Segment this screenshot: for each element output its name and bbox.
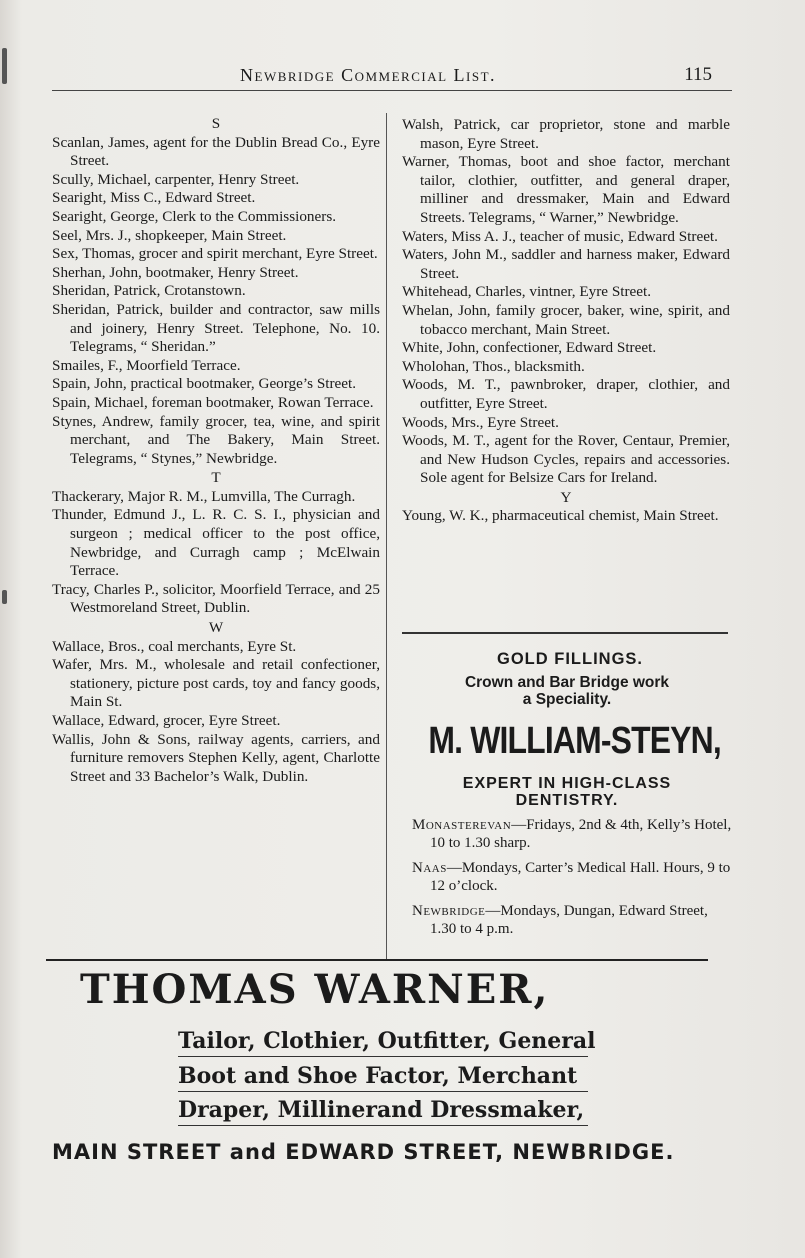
binding-mark [2,48,7,84]
ad-schedule [402,817,732,938]
directory-entry: Wafer, Mrs. M., wholesale and retail confectioner, stationery, picture post cards, toy and fancy goods, Main St. [52,656,380,711]
schedule-place: Newbridge [412,903,486,919]
ad-subline-1: Crown and Bar Bridge work [464,674,670,691]
directory-entry: Whelan, John, family grocer, baker, wine, spirit, and tobacco merchant, Main Street. [402,301,730,338]
directory-entry: Thackerary, Major R. M., Lumvilla, The Curragh. [52,487,356,505]
warner-line-1: Tailor, Clothier, Outfitter, General [178,1026,588,1057]
warner-address: MAIN STREET and EDWARD STREET, NEWBRIDGE. [52,1140,675,1164]
right-column [402,116,730,526]
section-letter: T [211,469,221,487]
directory-entry: Wallis, John & Sons, railway agents, carriers, and furniture removers Stephen Kelly, agent, Charlotte Street and 33 Bachelor’s Walk, Dublin. [52,730,380,785]
warner-line-2: Boot and Shoe Factor, Merchant [178,1061,588,1092]
warner-name: THOMAS WARNER, [80,966,550,1013]
directory-entry: Stynes, Andrew, family grocer, tea, wine, and spirit merchant, and The Bakery, Main Street. Telegrams, “ Stynes,” Newbridge. [52,412,380,467]
directory-entry: Sex, Thomas, grocer and spirit merchant, Eyre Street. [52,245,378,263]
ad-expertise-2: DENTISTRY. [515,792,619,809]
directory-entry: Tracy, Charles P., solicitor, Moorfield Terrace, and 25 Westmoreland Street, Dublin. [52,580,380,617]
ad-expertise [402,775,732,809]
directory-entry: Scanlan, James, agent for the Dublin Bread Co., Eyre Street. [52,133,380,170]
ad-headline: GOLD FILLINGS. [497,650,643,668]
directory-entry: Wholohan, Thos., blacksmith. [402,357,585,375]
warner-line-3: Draper, Millinerand Dressmaker, [178,1095,588,1126]
directory-entry: Sheridan, Patrick, builder and contractor, saw mills and joinery, Henry Street. Telephone, No. 10. Telegrams, “ Sheridan.” [52,300,380,356]
dentist-advertisement [402,650,732,938]
schedule-details: —Fridays, 2nd & 4th, Kelly’s Hotel, 10 to 1.30 sharp. [430,817,732,851]
column-divider [386,113,387,959]
schedule-place: Naas [412,860,447,876]
schedule-details: —Mondays, Carter’s Medical Hall. Hours, 9 to 12 o’clock. [430,860,731,894]
directory-entry: Spain, Michael, foreman bootmaker, Rowan Terrace. [52,393,374,411]
directory-entry: Woods, M. T., pawnbroker, draper, clothier, and outfitter, Eyre Street. [402,376,730,412]
schedule-entry [402,903,732,938]
directory-entry: Scully, Michael, carpenter, Henry Street. [52,170,300,188]
running-title: Newbridge Commercial List. [240,65,497,85]
directory-entry: Smailes, F., Moorfield Terrace. [52,356,241,374]
ad-subline [402,674,732,708]
ad-subline-2: a Speciality. [522,691,612,708]
directory-entry: Spain, John, practical bootmaker, George’s Street. [52,375,357,393]
directory-entry: Searight, George, Clerk to the Commissioners. [52,207,337,225]
directory-entry: Sheridan, Patrick, Crotanstown. [52,282,246,300]
directory-entry: Searight, Miss C., Edward Street. [52,189,256,207]
directory-entry: Wallace, Edward, grocer, Eyre Street. [52,712,281,729]
directory-entry: Woods, Mrs., Eyre Street. [402,413,559,431]
section-letter: Y [560,488,572,506]
directory-entry: Warner, Thomas, boot and shoe factor, merchant tailor, clothier, outfitter, and general draper, milliner and dressmaker, Main and Edward Streets. Telegrams, “ Warner,” Newbridge. [402,153,730,226]
ad-expertise-1: EXPERT IN HIGH-CLASS [462,775,672,792]
schedule-entry [402,817,732,852]
directory-entry: Wallace, Bros., coal merchants, Eyre St. [52,637,297,655]
directory-entry: White, John, confectioner, Edward Street. [402,339,657,357]
page-header [52,62,732,91]
directory-entry: Seel, Mrs. J., shopkeeper, Main Street. [52,226,287,244]
directory-entry: Sherhan, John, bootmaker, Henry Street. [52,263,299,281]
left-column [52,114,380,786]
schedule-details: —Mondays, Dungan, Edward Street, 1.30 to 4 p.m. [430,903,708,937]
dentist-name: M. WILLIAM-STEYN, [428,720,721,762]
section-rule [46,959,708,961]
directory-entry: Woods, M. T., agent for the Rover, Centaur, Premier, and New Hudson Cycles, repairs and accessories. Sole agent for Belsize Cars for Ireland. [402,432,730,487]
section-letter: W [208,619,224,637]
directory-entry: Young, W. K., pharmaceutical chemist, Main Street. [402,507,719,525]
section-letter: S [211,115,221,132]
directory-entry: Waters, John M., saddler and harness maker, Edward Street. [402,246,730,282]
schedule-place: Monasterevan [412,817,512,833]
ad-divider [402,632,728,634]
schedule-entry [402,860,732,895]
directory-entry: Whitehead, Charles, vintner, Eyre Street. [402,283,652,301]
page-number: 115 [684,64,712,85]
binding-mark [2,590,7,604]
directory-entry: Walsh, Patrick, car proprietor, stone and marble mason, Eyre Street. [402,116,730,152]
directory-entry: Thunder, Edmund J., L. R. C. S. I., physician and surgeon ; medical officer to the post office, Newbridge, and Curragh camp ; McElwain Terrace. [52,506,380,580]
directory-entry: Waters, Miss A. J., teacher of music, Edward Street. [402,227,718,245]
